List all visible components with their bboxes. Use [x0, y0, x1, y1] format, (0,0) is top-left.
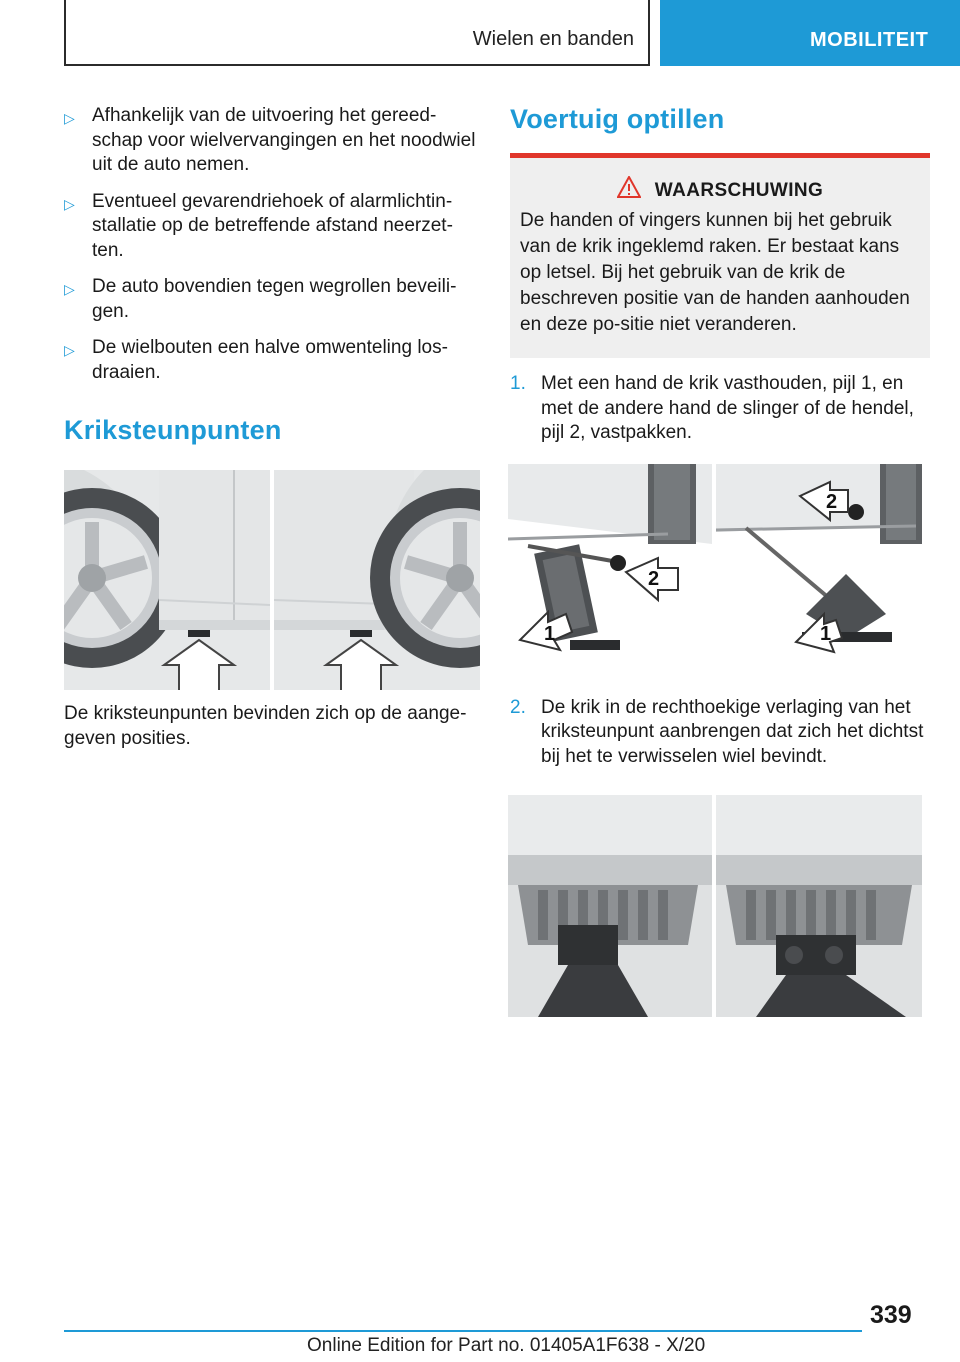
list-item: [64, 275, 480, 324]
preparation-list: [64, 104, 480, 385]
footer-edition: Online Edition for Part no. 01405A1F638 - X/20: [307, 1335, 706, 1356]
triangle-bullet-icon: ▷: [64, 110, 75, 126]
triangle-bullet-icon: ▷: [64, 195, 75, 212]
list-item-text: Eventueel gevarendriehoek of alarmlichtin-stallatie op de betreffende afstand neerzet-ten.: [92, 190, 453, 261]
jack-held-panel: [508, 464, 712, 662]
step-text: De krik in de rechthoekige verlaging van het kriksteunpunt aanbrengen dat zich het dichtst bij het te verwisselen wiel bevindt.: [541, 696, 924, 767]
callout-2-label: 2: [826, 490, 838, 513]
list-item: [64, 104, 480, 178]
step-item: [510, 372, 930, 446]
step-text: Met een hand de krik vasthouden, pijl 1, en met de andere hand de slinger of de hendel, pijl 2, vastpakken.: [541, 373, 914, 443]
jack-approach-panel: [508, 795, 712, 1017]
warning-header: [520, 176, 920, 206]
callout-2-label: 2: [648, 567, 660, 590]
section-title: Wielen en banden: [472, 28, 634, 50]
jack-placement-illustration: [508, 795, 922, 1017]
step-number: 1.: [510, 373, 526, 394]
lifting-steps-continued: [510, 696, 930, 770]
lifting-steps: [510, 372, 930, 446]
list-item-text: De wielbouten een halve omwenteling los-draaien.: [92, 337, 448, 383]
header-section-box: [64, 0, 650, 66]
callout-1-label: 1: [544, 622, 556, 645]
jack-points-caption: De kriksteunpunten bevinden zich op de aange-geven posities.: [64, 703, 467, 749]
right-column: [510, 104, 930, 1017]
section-heading-kriksteunpunten: Kriksteunpunten: [64, 415, 282, 445]
front-jack-point-panel: [64, 470, 270, 690]
list-item-text: De auto bovendien tegen wegrollen beveili-gen.: [92, 276, 457, 322]
jack-handling-illustration: [508, 464, 922, 662]
triangle-bullet-icon: ▷: [64, 281, 75, 297]
warning-text: De handen of vingers kunnen bij het gebruik van de krik ingeklemd raken. Er bestaat kans op letsel. Bij het gebruik van de krik de beschreven positie van de handen aanhouden en deze po-sitie niet veranderen.: [520, 210, 910, 335]
footer-rule: [64, 1330, 862, 1332]
triangle-bullet-icon: ▷: [64, 342, 75, 358]
rear-jack-point-panel: [274, 470, 480, 690]
list-item: [64, 336, 480, 385]
warning-triangle-icon: [617, 176, 641, 206]
left-column: [64, 104, 480, 751]
jack-points-illustration: [64, 470, 480, 690]
chapter-tab[interactable]: MOBILITEIT: [660, 0, 960, 66]
list-item: [64, 190, 480, 264]
warning-box: [510, 158, 930, 358]
page-number: 339: [870, 1301, 912, 1329]
jack-seated-panel: [716, 795, 922, 1017]
jack-crank-panel: [716, 464, 922, 662]
callout-1-label: 1: [820, 622, 832, 645]
list-item-text: Afhankelijk van de uitvoering het gereed-schap voor wielvervangingen en het noodwiel uit de auto nemen.: [92, 105, 476, 175]
warning-title: WAARSCHUWING: [654, 180, 824, 201]
step-item: [510, 696, 930, 770]
section-heading-voertuig-optillen: Voertuig optillen: [510, 104, 725, 134]
step-number: 2.: [510, 696, 526, 718]
